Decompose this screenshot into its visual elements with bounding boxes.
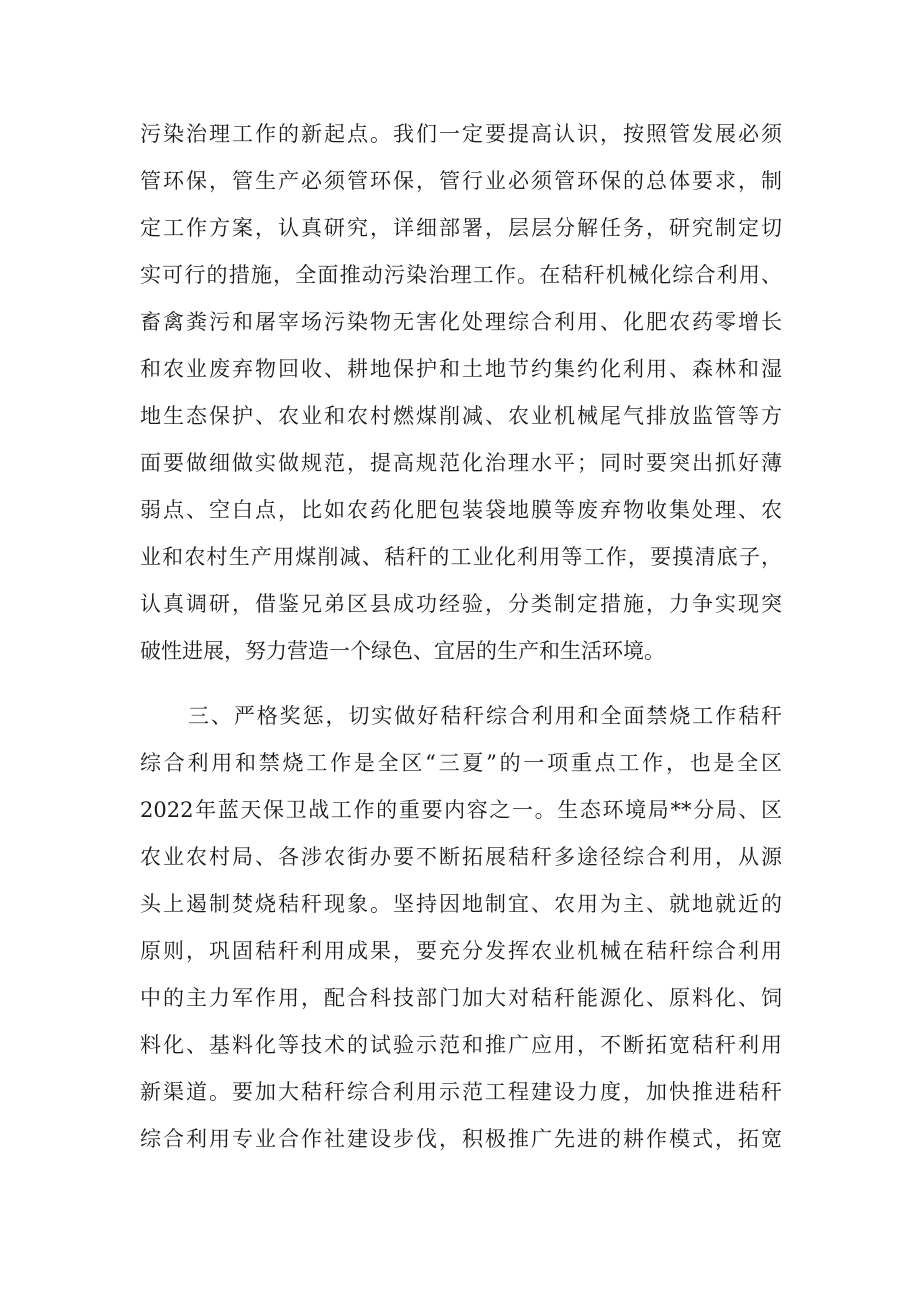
text-line: 头上遏制焚烧秸秆现象。坚持因地制宜、农用为主、就地就近的	[140, 892, 782, 916]
text-line: 弱点、空白点，比如农药化肥包装袋地膜等废弃物收集处理、农	[140, 498, 782, 522]
text-line: 畜禽粪污和屠宰场污染物无害化处理综合利用、化肥农药零增长	[140, 310, 782, 334]
section-heading-line: 三、严格奖惩，切实做好秸秆综合利用和全面禁烧工作秸秆	[188, 704, 782, 728]
text-line: 破性进展，努力营造一个绿色、宜居的生产和生活环境。	[140, 639, 665, 663]
text-line: 污染治理工作的新起点。我们一定要提高认识，按照管发展必须	[140, 122, 782, 146]
text-line: 业和农村生产用煤削减、秸秆的工业化利用等工作，要摸清底子，	[140, 545, 782, 569]
text-line: 中的主力军作用，配合科技部门加大对秸秆能源化、原料化、饲	[140, 986, 782, 1010]
text-line: 面要做细做实做规范，提高规范化治理水平；同时要突出抓好薄	[140, 451, 782, 475]
text-line: 管环保，管生产必须管环保，管行业必须管环保的总体要求，制	[140, 169, 782, 193]
text-line: 综合利用和禁烧工作是全区“三夏”的一项重点工作，也是全区	[140, 751, 782, 775]
text-line: 和农业废弃物回收、耕地保护和土地节约集约化利用、森林和湿	[140, 357, 782, 381]
text-line: 新渠道。要加大秸秆综合利用示范工程建设力度，加快推进秸秆	[140, 1080, 782, 1104]
text-line: 地生态保护、农业和农村燃煤削减、农业机械尾气排放监管等方	[140, 404, 782, 428]
text-line: 原则，巩固秸秆利用成果，要充分发挥农业机械在秸秆综合利用	[140, 939, 782, 963]
text-line: 定工作方案，认真研究，详细部署，层层分解任务，研究制定切	[140, 216, 782, 240]
text-line: 认真调研，借鉴兄弟区县成功经验，分类制定措施，力争实现突	[140, 592, 782, 616]
text-line: 农业农村局、各涉农街办要不断拓展秸秆多途径综合利用，从源	[140, 845, 782, 869]
text-line: 实可行的措施，全面推动污染治理工作。在秸秆机械化综合利用、	[140, 263, 782, 287]
text-line: 料化、基料化等技术的试验示范和推广应用，不断拓宽秸秆利用	[140, 1033, 782, 1057]
text-line: 2022年蓝天保卫战工作的重要内容之一。生态环境局**分局、区	[140, 798, 782, 822]
text-line: 综合利用专业合作社建设步伐，积极推广先进的耕作模式，拓宽	[140, 1127, 782, 1151]
